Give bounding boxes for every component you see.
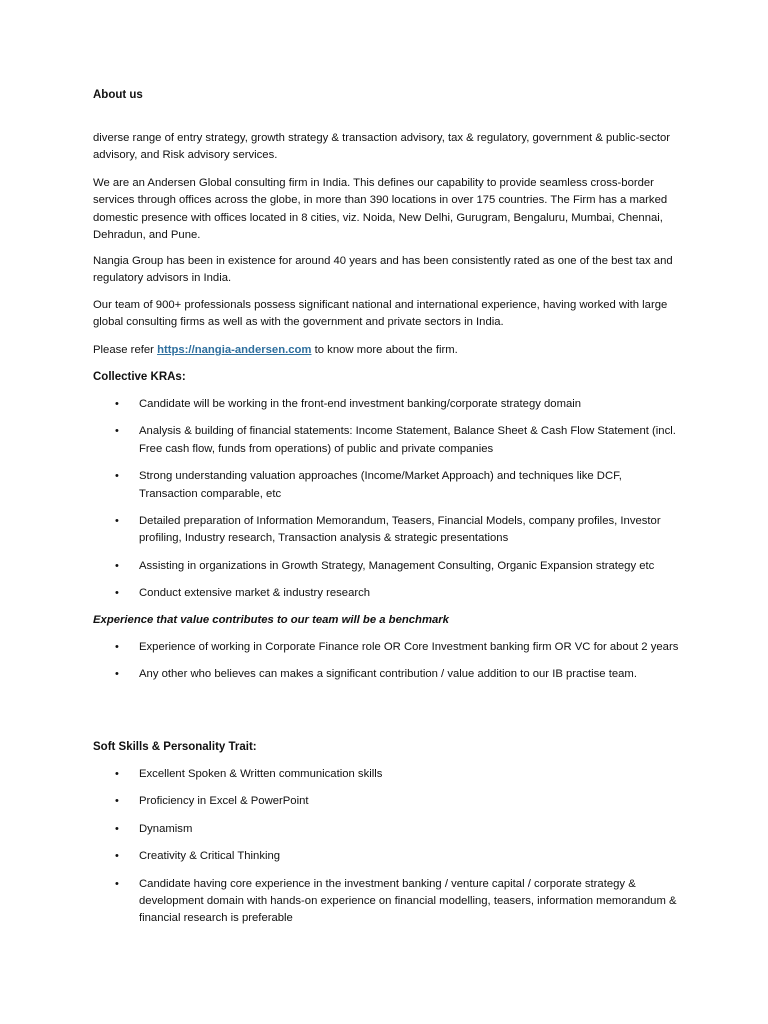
soft-skills-heading: Soft Skills & Personality Trait:	[93, 741, 257, 753]
bullet-icon: •	[115, 668, 119, 681]
bullet-icon: •	[115, 587, 119, 600]
about-paragraph-4: Our team of 900+ professionals possess significant national and international experience, having worked with large global consulting firms as well as with the government and private sectors in India.	[93, 299, 668, 329]
experience-item-2: Any other who believes can makes a significant contribution / value addition to our IB practise team.	[139, 668, 637, 681]
bullet-icon: •	[115, 515, 119, 528]
experience-list	[93, 639, 683, 694]
refer-prefix: Please refer	[93, 344, 158, 356]
list-item	[93, 468, 683, 503]
list-item	[93, 876, 683, 928]
kras-list	[93, 396, 683, 613]
experience-item-1: Experience of working in Corporate Finance role OR Core Investment banking firm OR VC for about 2 years	[139, 641, 679, 653]
list-item	[93, 423, 683, 458]
list-item	[93, 821, 683, 838]
list-item	[93, 793, 683, 810]
soft-skill-item-4: Creativity & Critical Thinking	[139, 850, 281, 863]
about-heading: About us	[93, 89, 143, 101]
bullet-icon: •	[115, 850, 119, 863]
kra-item-6: Conduct extensive market & industry research	[139, 587, 371, 600]
about-paragraph-3: Nangia Group has been in existence for around 40 years and has been consistently rated as one of the best tax and regulatory advisors in India.	[93, 255, 673, 285]
bullet-icon: •	[115, 877, 119, 890]
list-item	[93, 558, 683, 575]
kra-item-5: Assisting in organizations in Growth Strategy, Management Consulting, Organic Expansion strategy etc	[139, 559, 655, 572]
kra-item-2: Analysis & building of financial statements: Income Statement, Balance Sheet & Cash Flow Statement (incl. Free cash flow, funds from operations) of public and private companies	[139, 425, 676, 455]
list-item	[93, 513, 683, 548]
list-item	[93, 666, 683, 683]
soft-skills-list	[93, 766, 683, 938]
bullet-icon: •	[115, 470, 119, 483]
bullet-icon: •	[115, 398, 119, 410]
bullet-icon: •	[115, 425, 119, 438]
firm-website-link[interactable]: https://nangia-andersen.com	[157, 344, 312, 356]
kra-item-4: Detailed preparation of Information Memorandum, Teasers, Financial Models, company profiles, Investor profiling, Industry research, Transaction analysis & strategic presentations	[139, 515, 661, 545]
about-paragraph-1: diverse range of entry strategy, growth strategy & transaction advisory, tax & regulatory, government & public-sector advisory, and Risk advisory services.	[93, 132, 671, 162]
experience-heading: Experience that value contributes to our team will be a benchmark	[93, 614, 449, 626]
list-item	[93, 639, 683, 656]
about-paragraph-2: We are an Andersen Global consulting firm in India. This defines our capability to provide seamless cross-border services through offices across the globe, in more than 390 locations in over 175 countries. The Firm has a marked domestic presence with offices located in 8 cities, viz. Noida, New Delhi, Gurugram, Bengaluru, Mumbai, Chennai, Dehradun, and Pune.	[93, 177, 668, 242]
kra-item-1: Candidate will be working in the front-end investment banking/corporate strategy domain	[139, 398, 582, 410]
bullet-icon: •	[115, 795, 119, 808]
soft-skill-item-3: Dynamism	[139, 822, 193, 835]
list-item	[93, 766, 683, 783]
list-item	[93, 848, 683, 865]
bullet-icon: •	[115, 822, 119, 835]
refer-line	[93, 342, 678, 359]
soft-skill-item-1: Excellent Spoken & Written communication skills	[139, 768, 383, 780]
refer-suffix: to know more about the firm.	[311, 344, 458, 356]
list-item	[93, 396, 683, 413]
soft-skill-item-5: Candidate having core experience in the investment banking / venture capital / corporate strategy & development domain with hands-on experience on financial modelling, teasers, information memorandum & financial research is preferable	[139, 877, 677, 925]
kras-heading: Collective KRAs:	[93, 371, 186, 383]
list-item	[93, 585, 683, 602]
kra-item-3: Strong understanding valuation approaches (Income/Market Approach) and techniques like DCF, Transaction comparable, etc	[139, 470, 622, 500]
bullet-icon: •	[115, 641, 119, 653]
soft-skill-item-2: Proficiency in Excel & PowerPoint	[139, 795, 309, 808]
bullet-icon: •	[115, 768, 119, 780]
bullet-icon: •	[115, 559, 119, 572]
